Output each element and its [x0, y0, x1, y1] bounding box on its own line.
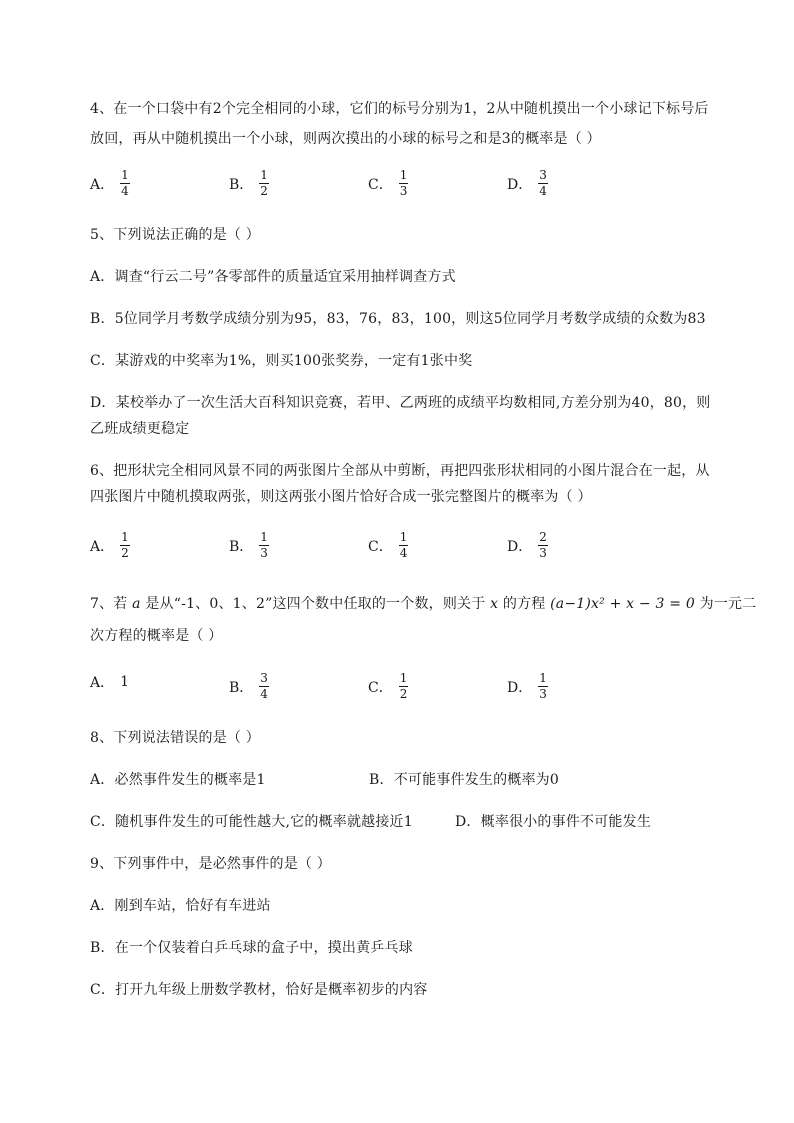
denominator: 3 [539, 687, 547, 701]
q4-option-c [368, 169, 408, 198]
denominator: 2 [260, 184, 268, 198]
q6-option-b [229, 531, 269, 560]
denominator: 4 [121, 184, 129, 198]
q5-option-c: C．某游戏的中奖率为1%，则买100张奖券，一定有1张中奖 [90, 353, 473, 369]
fraction [259, 169, 269, 198]
numerator: 1 [121, 530, 129, 544]
denominator: 4 [399, 546, 408, 560]
numerator: 1 [539, 671, 547, 685]
numerator: 3 [539, 168, 547, 182]
q7-option-a [90, 672, 129, 692]
fraction [259, 672, 269, 701]
q5-option-d-line2: 乙班成绩更稳定 [90, 421, 190, 437]
option-label: B． [229, 538, 254, 555]
q7-text-part1: 7、若 [90, 596, 128, 612]
q8-option-d: D．概率很小的事件不可能发生 [455, 814, 652, 830]
q6-option-a [90, 531, 130, 560]
denominator: 3 [260, 546, 268, 560]
q7-stem-line1 [90, 596, 756, 612]
q5-stem: 5、下列说法正确的是（ ） [90, 227, 260, 243]
variable-a: a [132, 596, 141, 612]
q9-option-b: B．在一个仅装着白乒乓球的盒子中，摸出黄乒乓球 [90, 940, 413, 956]
q8-option-b: B．不可能事件发生的概率为0 [369, 772, 559, 788]
denominator: 2 [121, 546, 129, 560]
fraction [399, 672, 409, 701]
q9-option-a: A．刚到车站，恰好有车进站 [90, 898, 271, 914]
q4-stem-line2: 放回，再从中随机摸出一个小球，则两次摸出的小球的标号之和是3的概率是（ ） [90, 131, 601, 147]
option-label: C． [368, 538, 393, 555]
q7-text-part4: 为一元二 [699, 596, 757, 612]
numerator: 1 [121, 168, 129, 182]
fraction [120, 169, 130, 198]
option-label: A． [90, 675, 115, 691]
q8-option-a: A．必然事件发生的概率是1 [90, 772, 266, 788]
denominator: 3 [399, 184, 408, 198]
option-label: D． [507, 538, 533, 555]
q4-stem-line1: 4、在一个口袋中有2个完全相同的小球，它们的标号分别为1，2从中随机摸出一个小球记下标号后 [90, 101, 709, 117]
q7-text-part3: 的方程 [502, 596, 546, 612]
numerator: 1 [399, 530, 408, 544]
denominator: 2 [399, 687, 408, 701]
q9-stem: 9、下列事件中，是必然事件的是（ ） [90, 856, 331, 872]
numerator: 1 [399, 671, 408, 685]
numerator: 1 [260, 530, 268, 544]
numerator: 2 [539, 530, 547, 544]
q6-option-d [507, 531, 548, 560]
q6-stem-line1: 6、把形状完全相同风景不同的两张图片全部从中剪断，再把四张形状相同的小图片混合在一起，从 [90, 463, 710, 479]
variable-x: x [490, 596, 499, 612]
q5-option-d-line1: D．某校举办了一次生活大百科知识竞赛，若甲、乙两班的成绩平均数相同,方差分别为40，80，则 [90, 395, 711, 411]
denominator: 4 [260, 687, 268, 701]
q5-option-b: B．5位同学月考数学成绩分别为95，83，76，83，100，则这5位同学月考数学成绩的众数为83 [90, 311, 706, 327]
q7-option-d [507, 672, 548, 701]
option-label: D． [507, 679, 533, 696]
q5-option-a: A．调查“行云二号”各零部件的质量适宜采用抽样调查方式 [90, 269, 456, 285]
q6-option-c [368, 531, 408, 560]
q4-option-b [229, 169, 269, 198]
numerator: 1 [399, 168, 408, 182]
fraction [120, 531, 130, 560]
option-label: B． [229, 679, 254, 696]
q4-option-d [507, 169, 548, 198]
denominator: 3 [539, 546, 547, 560]
option-label: A． [90, 176, 115, 193]
option-label: D． [507, 176, 533, 193]
fraction [538, 672, 548, 701]
q7-option-b [229, 672, 269, 701]
q4-option-a [90, 169, 130, 198]
option-label: C． [368, 176, 393, 193]
option-label: A． [90, 538, 115, 555]
fraction [399, 531, 409, 560]
q7-equation: (a−1)x² + x − 3 = 0 [550, 596, 695, 612]
numerator: 3 [260, 671, 268, 685]
q6-stem-line2: 四张图片中随机摸取两张，则这两张小图片恰好合成一张完整图片的概率为（ ） [90, 489, 592, 505]
q7-text-part2: 是从“-1、0、1、2”这四个数中任取的一个数，则关于 [145, 596, 486, 612]
q7-option-c [368, 672, 408, 701]
denominator: 4 [539, 184, 547, 198]
option-label: C． [368, 679, 393, 696]
option-label: B． [229, 176, 254, 193]
numerator: 1 [260, 168, 268, 182]
fraction [259, 531, 269, 560]
option-value: 1 [120, 674, 130, 690]
q8-stem: 8、下列说法错误的是（ ） [90, 730, 260, 746]
q7-stem-line2: 次方程的概率是（ ） [90, 628, 223, 644]
fraction [399, 169, 409, 198]
q8-option-c: C．随机事件发生的可能性越大,它的概率就越接近1 [90, 814, 413, 830]
fraction [538, 531, 548, 560]
q9-option-c: C．打开九年级上册数学教材，恰好是概率初步的内容 [90, 982, 428, 998]
fraction [538, 169, 548, 198]
